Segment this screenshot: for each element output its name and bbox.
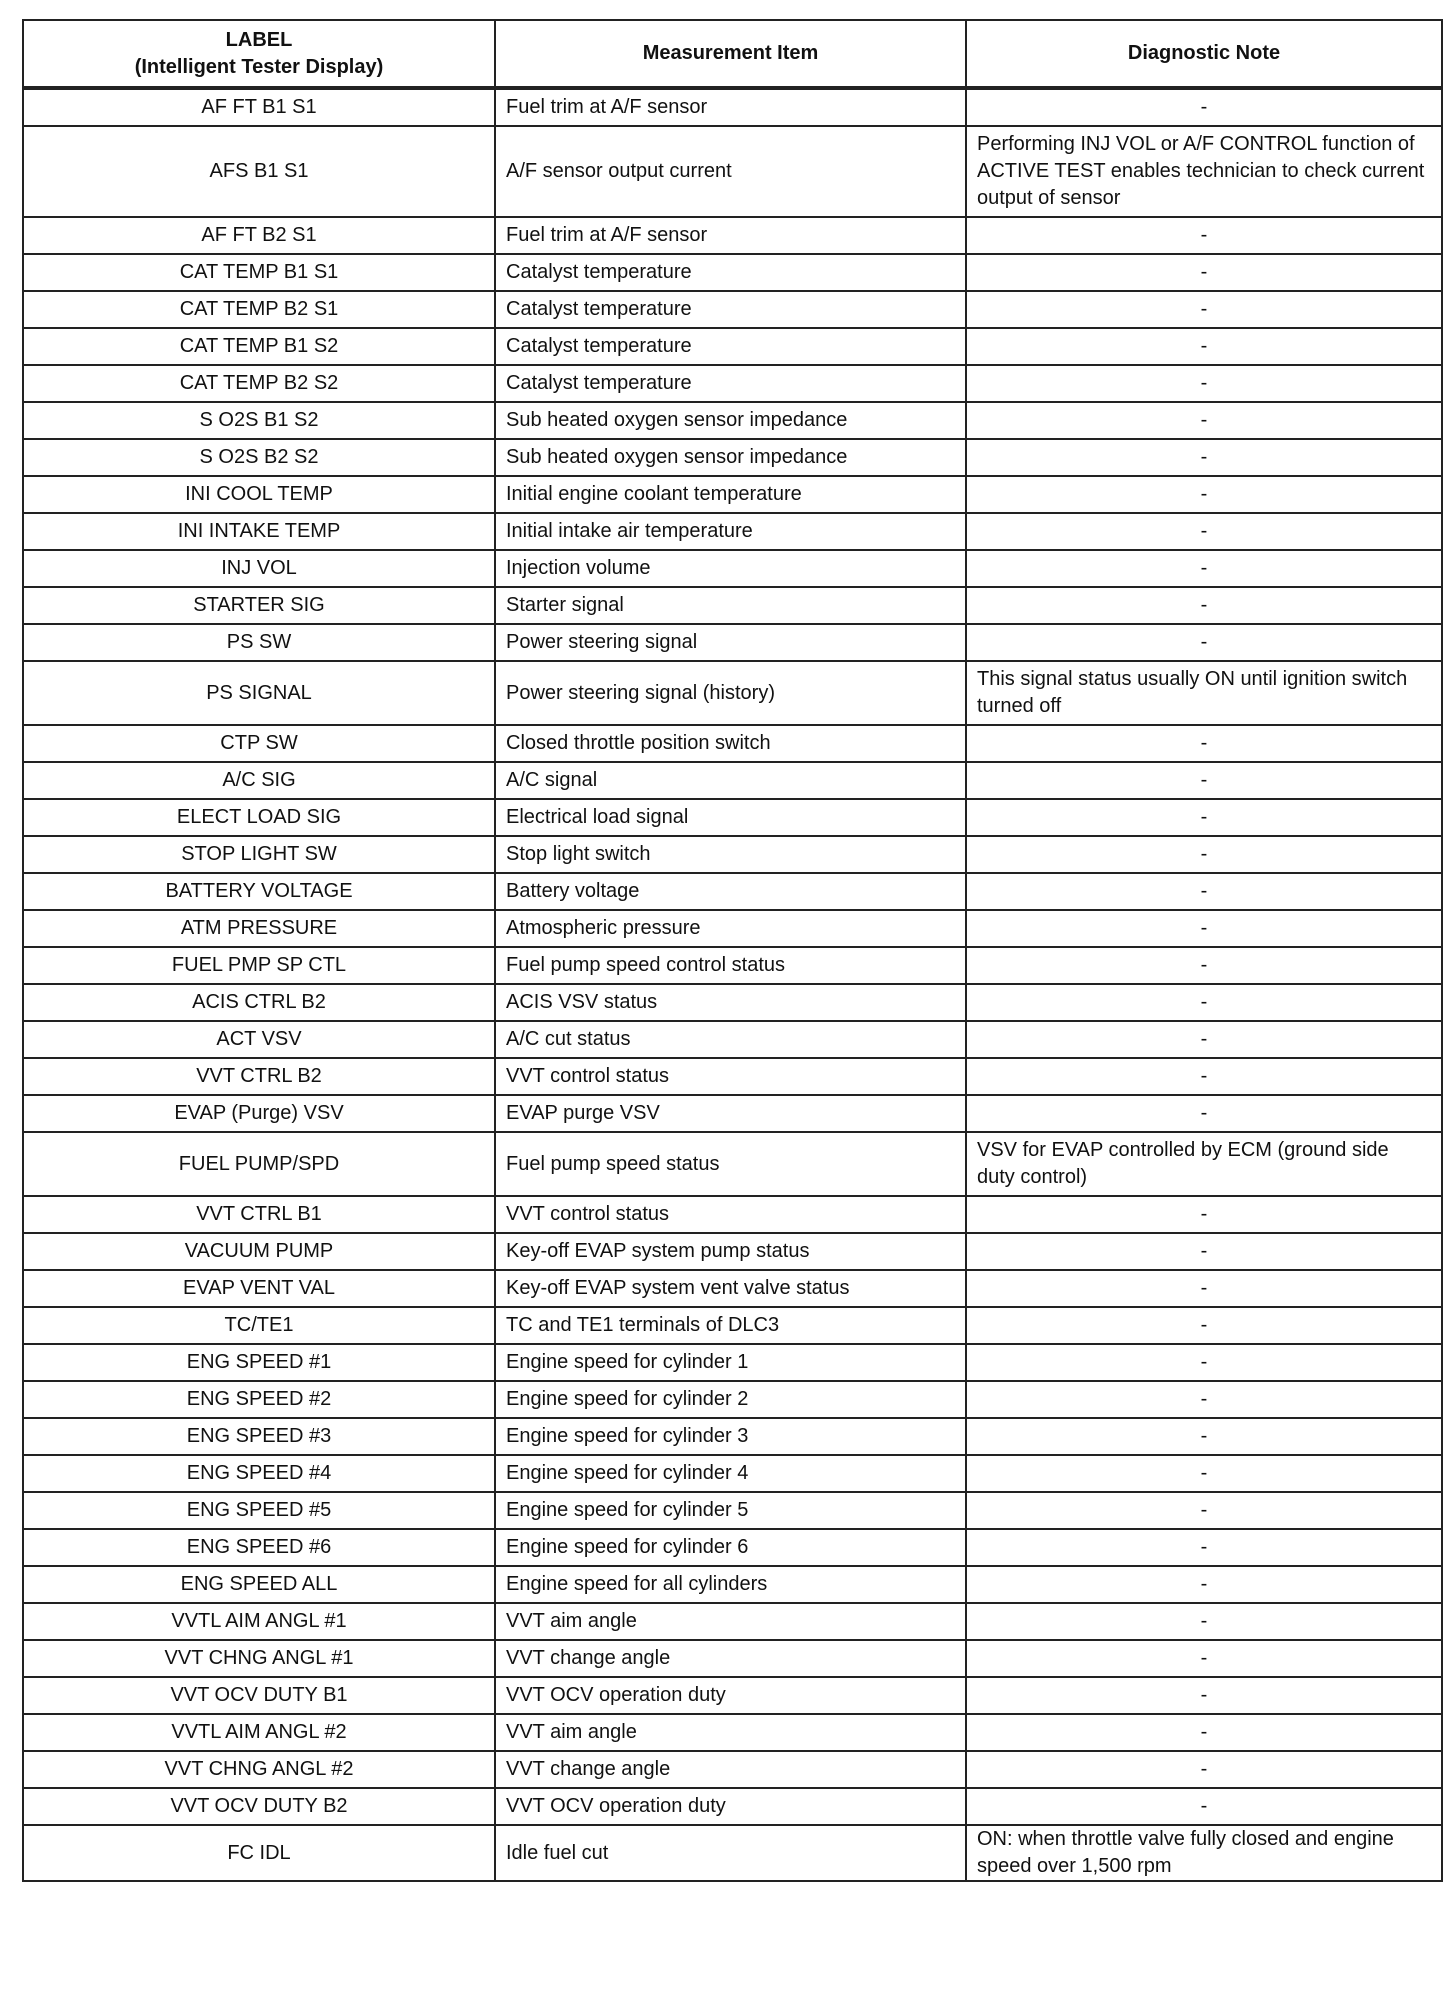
label-cell: FUEL PUMP/SPD: [23, 1132, 495, 1196]
measurement-item-cell: A/C signal: [495, 762, 966, 799]
diagnostic-note-cell: -: [966, 836, 1442, 873]
measurement-item-cell: VVT aim angle: [495, 1603, 966, 1640]
measurement-item-cell: Catalyst temperature: [495, 254, 966, 291]
label-cell: TC/TE1: [23, 1307, 495, 1344]
diagnostic-note-cell: -: [966, 624, 1442, 661]
label-cell: ENG SPEED #6: [23, 1529, 495, 1566]
diagnostic-note-cell: -: [966, 1233, 1442, 1270]
table-row: [23, 476, 1442, 513]
measurement-item-cell: VVT change angle: [495, 1640, 966, 1677]
table-row: [23, 873, 1442, 910]
table-row: [23, 1095, 1442, 1132]
label-header-line1: LABEL: [225, 28, 293, 51]
measurement-item-cell: Engine speed for cylinder 6: [495, 1529, 966, 1566]
table-row: [23, 1233, 1442, 1270]
measurement-item-cell: Sub heated oxygen sensor impedance: [495, 402, 966, 439]
diagnostic-note-cell: Performing INJ VOL or A/F CONTROL function of ACTIVE TEST enables technician to check current output of sensor: [966, 126, 1442, 217]
label-cell: PS SIGNAL: [23, 661, 495, 725]
measurement-item-cell: Fuel trim at A/F sensor: [495, 217, 966, 254]
table-row: [23, 254, 1442, 291]
label-cell: STOP LIGHT SW: [23, 836, 495, 873]
label-cell: STARTER SIG: [23, 587, 495, 624]
table-row: [23, 762, 1442, 799]
diagnostic-note-cell: -: [966, 88, 1442, 126]
table-row: [23, 1566, 1442, 1603]
label-cell: VVT CTRL B2: [23, 1058, 495, 1095]
table-row: [23, 984, 1442, 1021]
table-row: [23, 1196, 1442, 1233]
table-row: [23, 1381, 1442, 1418]
label-cell: VACUUM PUMP: [23, 1233, 495, 1270]
measurement-item-cell: Engine speed for cylinder 3: [495, 1418, 966, 1455]
label-cell: ENG SPEED #4: [23, 1455, 495, 1492]
table-row: [23, 402, 1442, 439]
diagnostic-note-cell: -: [966, 1640, 1442, 1677]
measurement-item-cell: VVT control status: [495, 1058, 966, 1095]
table-row: [23, 1270, 1442, 1307]
table-row: [23, 1825, 1442, 1881]
diagnostic-note-cell: -: [966, 725, 1442, 762]
table-row: [23, 365, 1442, 402]
table-row: [23, 1529, 1442, 1566]
measurement-item-cell: Key-off EVAP system pump status: [495, 1233, 966, 1270]
table-row: [23, 1058, 1442, 1095]
measurement-item-cell: Fuel pump speed status: [495, 1132, 966, 1196]
diagnostic-note-cell: -: [966, 1714, 1442, 1751]
diagnostic-note-cell: -: [966, 1058, 1442, 1095]
label-header-line2: (Intelligent Tester Display): [134, 55, 384, 78]
table-row: [23, 1751, 1442, 1788]
measurement-item-cell: VVT control status: [495, 1196, 966, 1233]
label-cell: AF FT B2 S1: [23, 217, 495, 254]
diagnostic-note-cell: -: [966, 762, 1442, 799]
diagnostic-note-cell: -: [966, 1344, 1442, 1381]
table-row: [23, 217, 1442, 254]
table-row: [23, 126, 1442, 217]
table-row: [23, 624, 1442, 661]
label-cell: VVT CHNG ANGL #1: [23, 1640, 495, 1677]
label-cell: FC IDL: [23, 1825, 495, 1881]
measurement-item-cell: Engine speed for cylinder 1: [495, 1344, 966, 1381]
label-cell: INJ VOL: [23, 550, 495, 587]
diagnostic-note-cell: -: [966, 513, 1442, 550]
measurement-item-cell: Idle fuel cut: [495, 1825, 966, 1881]
diagnostic-note-cell: -: [966, 1751, 1442, 1788]
measurement-item-cell: Catalyst temperature: [495, 365, 966, 402]
label-cell: ACT VSV: [23, 1021, 495, 1058]
label-cell: PS SW: [23, 624, 495, 661]
diagnostic-note-cell: -: [966, 1095, 1442, 1132]
diagnostic-note-cell: -: [966, 799, 1442, 836]
label-cell: CTP SW: [23, 725, 495, 762]
diagnostic-note-cell: -: [966, 1677, 1442, 1714]
table-header: [23, 20, 1442, 88]
label-cell: INI COOL TEMP: [23, 476, 495, 513]
diagnostic-note-cell: -: [966, 1566, 1442, 1603]
measurement-item-cell: VVT change angle: [495, 1751, 966, 1788]
label-cell: ENG SPEED #1: [23, 1344, 495, 1381]
label-cell: ATM PRESSURE: [23, 910, 495, 947]
table-row: [23, 1714, 1442, 1751]
label-cell: FUEL PMP SP CTL: [23, 947, 495, 984]
label-cell: ENG SPEED #2: [23, 1381, 495, 1418]
label-cell: ACIS CTRL B2: [23, 984, 495, 1021]
measurement-item-cell: Engine speed for cylinder 5: [495, 1492, 966, 1529]
diagnostic-note-cell: -: [966, 984, 1442, 1021]
table-row: [23, 328, 1442, 365]
table-row: [23, 550, 1442, 587]
diagnostic-note-cell: ON: when throttle valve fully closed and engine speed over 1,500 rpm: [966, 1825, 1442, 1881]
label-cell: CAT TEMP B2 S1: [23, 291, 495, 328]
measurement-item-cell: A/F sensor output current: [495, 126, 966, 217]
diagnostic-note-cell: -: [966, 1418, 1442, 1455]
table-row: [23, 587, 1442, 624]
diagnostic-note-cell: -: [966, 1529, 1442, 1566]
measurement-item-cell: VVT OCV operation duty: [495, 1677, 966, 1714]
diagnostic-note-cell: -: [966, 947, 1442, 984]
label-cell: ENG SPEED ALL: [23, 1566, 495, 1603]
label-cell: S O2S B2 S2: [23, 439, 495, 476]
measurement-item-cell: Engine speed for cylinder 2: [495, 1381, 966, 1418]
label-cell: S O2S B1 S2: [23, 402, 495, 439]
label-cell: VVTL AIM ANGL #1: [23, 1603, 495, 1640]
measurement-item-cell: Power steering signal (history): [495, 661, 966, 725]
diagnostic-note-cell: -: [966, 1307, 1442, 1344]
table-header-row: [23, 20, 1442, 88]
label-cell: AF FT B1 S1: [23, 88, 495, 126]
table-body: [23, 88, 1442, 1881]
diagnostic-note-cell: -: [966, 476, 1442, 513]
note-column-header: Diagnostic Note: [966, 20, 1442, 88]
table-row: [23, 439, 1442, 476]
measurement-item-cell: Initial engine coolant temperature: [495, 476, 966, 513]
measurement-item-cell: Stop light switch: [495, 836, 966, 873]
measurement-item-cell: ACIS VSV status: [495, 984, 966, 1021]
label-cell: EVAP (Purge) VSV: [23, 1095, 495, 1132]
table-row: [23, 725, 1442, 762]
table-row: [23, 1603, 1442, 1640]
measurement-item-cell: A/C cut status: [495, 1021, 966, 1058]
table-row: [23, 1344, 1442, 1381]
diagnostic-note-cell: -: [966, 254, 1442, 291]
table-row: [23, 513, 1442, 550]
table-row: [23, 799, 1442, 836]
measurement-item-cell: Battery voltage: [495, 873, 966, 910]
diagnostic-note-cell: -: [966, 1021, 1442, 1058]
table-row: [23, 1418, 1442, 1455]
diagnostic-note-cell: -: [966, 365, 1442, 402]
diagnostic-note-cell: -: [966, 1381, 1442, 1418]
diagnostic-note-cell: -: [966, 1603, 1442, 1640]
label-cell: ENG SPEED #3: [23, 1418, 495, 1455]
diagnostic-note-cell: This signal status usually ON until ignition switch turned off: [966, 661, 1442, 725]
table-row: [23, 947, 1442, 984]
diagnostic-note-cell: -: [966, 1455, 1442, 1492]
measurement-item-cell: Electrical load signal: [495, 799, 966, 836]
label-cell: VVTL AIM ANGL #2: [23, 1714, 495, 1751]
diagnostic-note-cell: -: [966, 1196, 1442, 1233]
diagnostic-note-cell: -: [966, 402, 1442, 439]
diagnostic-note-cell: -: [966, 1788, 1442, 1825]
measurement-item-cell: EVAP purge VSV: [495, 1095, 966, 1132]
measurement-item-cell: Key-off EVAP system vent valve status: [495, 1270, 966, 1307]
table-row: [23, 661, 1442, 725]
label-cell: EVAP VENT VAL: [23, 1270, 495, 1307]
measurement-item-cell: Catalyst temperature: [495, 328, 966, 365]
diagnostic-note-cell: -: [966, 550, 1442, 587]
table-row: [23, 1021, 1442, 1058]
diagnostic-note-cell: -: [966, 217, 1442, 254]
document-page: [22, 19, 1441, 1882]
label-cell: CAT TEMP B1 S2: [23, 328, 495, 365]
label-cell: VVT CHNG ANGL #2: [23, 1751, 495, 1788]
measurement-item-cell: Injection volume: [495, 550, 966, 587]
table-row: [23, 1492, 1442, 1529]
measurement-item-cell: Atmospheric pressure: [495, 910, 966, 947]
measurement-item-cell: Fuel pump speed control status: [495, 947, 966, 984]
measurement-item-cell: Sub heated oxygen sensor impedance: [495, 439, 966, 476]
data-list-table: [22, 19, 1443, 1882]
table-row: [23, 1640, 1442, 1677]
table-row: [23, 836, 1442, 873]
measurement-item-cell: Closed throttle position switch: [495, 725, 966, 762]
table-row: [23, 1455, 1442, 1492]
diagnostic-note-cell: -: [966, 587, 1442, 624]
label-cell: CAT TEMP B1 S1: [23, 254, 495, 291]
label-cell: BATTERY VOLTAGE: [23, 873, 495, 910]
label-cell: ELECT LOAD SIG: [23, 799, 495, 836]
label-cell: VVT OCV DUTY B1: [23, 1677, 495, 1714]
table-row: [23, 1307, 1442, 1344]
measurement-item-cell: VVT OCV operation duty: [495, 1788, 966, 1825]
label-cell: VVT CTRL B1: [23, 1196, 495, 1233]
measurement-item-cell: Power steering signal: [495, 624, 966, 661]
table-row: [23, 88, 1442, 126]
label-cell: AFS B1 S1: [23, 126, 495, 217]
diagnostic-note-cell: -: [966, 328, 1442, 365]
measurement-item-cell: Starter signal: [495, 587, 966, 624]
label-cell: CAT TEMP B2 S2: [23, 365, 495, 402]
table-row: [23, 1677, 1442, 1714]
measurement-item-cell: TC and TE1 terminals of DLC3: [495, 1307, 966, 1344]
measurement-item-cell: Fuel trim at A/F sensor: [495, 88, 966, 126]
measurement-item-cell: Catalyst temperature: [495, 291, 966, 328]
diagnostic-note-cell: -: [966, 1492, 1442, 1529]
table-row: [23, 910, 1442, 947]
table-row: [23, 1788, 1442, 1825]
measurement-item-cell: Initial intake air temperature: [495, 513, 966, 550]
diagnostic-note-cell: -: [966, 439, 1442, 476]
label-cell: INI INTAKE TEMP: [23, 513, 495, 550]
measurement-column-header: Measurement Item: [495, 20, 966, 88]
measurement-item-cell: VVT aim angle: [495, 1714, 966, 1751]
table-row: [23, 1132, 1442, 1196]
diagnostic-note-cell: -: [966, 1270, 1442, 1307]
diagnostic-note-cell: -: [966, 291, 1442, 328]
label-cell: ENG SPEED #5: [23, 1492, 495, 1529]
diagnostic-note-cell: -: [966, 910, 1442, 947]
measurement-item-cell: Engine speed for all cylinders: [495, 1566, 966, 1603]
label-cell: VVT OCV DUTY B2: [23, 1788, 495, 1825]
table-row: [23, 291, 1442, 328]
diagnostic-note-cell: -: [966, 873, 1442, 910]
measurement-item-cell: Engine speed for cylinder 4: [495, 1455, 966, 1492]
label-cell: A/C SIG: [23, 762, 495, 799]
label-column-header: [23, 20, 495, 88]
diagnostic-note-cell: VSV for EVAP controlled by ECM (ground side duty control): [966, 1132, 1442, 1196]
